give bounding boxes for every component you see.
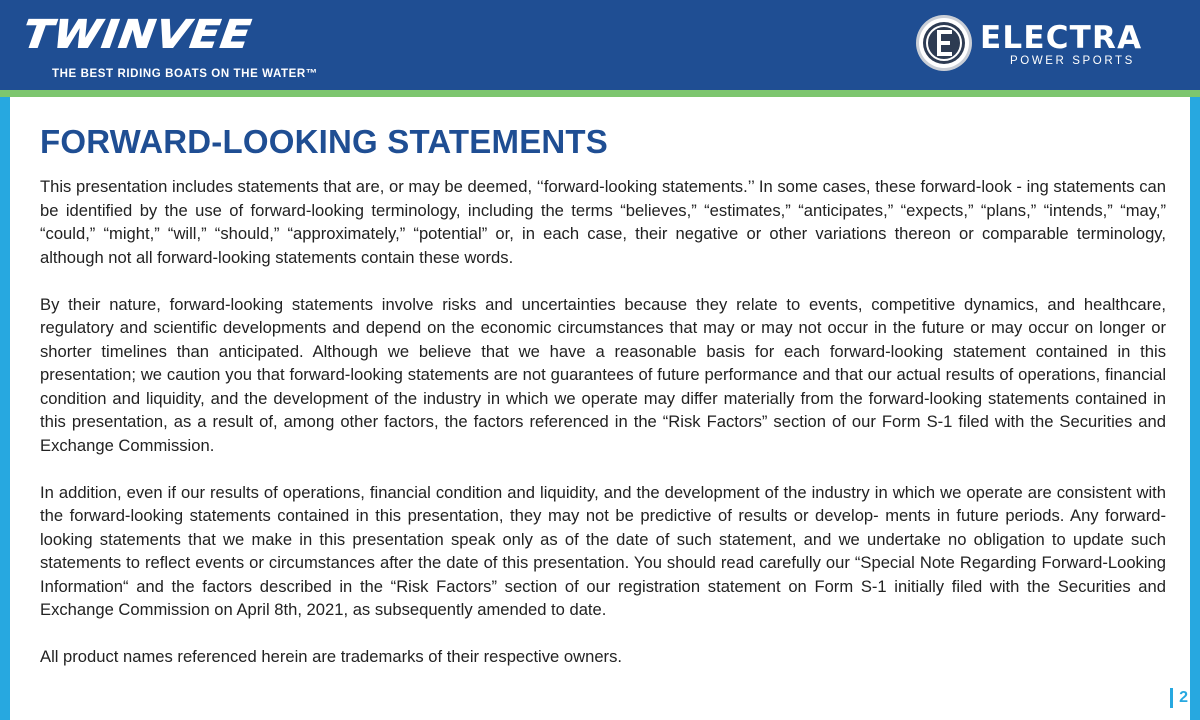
paragraph-trademarks: All product names referenced herein are trademarks of their respective owners.: [40, 647, 622, 666]
page-number-divider: [1170, 688, 1173, 708]
twinvee-tagline: THE BEST RIDING BOATS ON THE WATER™: [52, 68, 318, 80]
right-border-bar: [1190, 97, 1200, 720]
electra-e-badge-icon: [914, 13, 974, 73]
page-title: FORWARD-LOOKING STATEMENTS: [40, 123, 609, 160]
page-number-label: 2: [1179, 689, 1188, 706]
twinvee-logo: [20, 12, 318, 80]
paragraph-additional: In addition, even if our results of operations, financial condition and liquidity, and the development of the industry in which we operate are consistent with the forward-looking statements contained in this presentation, they may not be predictive of results or develop- ments in future periods. Any forward-looking statements that we make in this presentation speak only as of the date of such statement, and we undertake no obligation to update such statements to reflect events or circumstances after the date of this presentation. You should read carefully our “Special Note Regarding Forward-Looking Information“ and the factors described in the “Risk Factors” section of our registration statement on Form S-1 initially filed with the Securities and Exchange Commission on April 8th, 2021, as subsequently amended to date.: [40, 482, 1166, 619]
electra-subtitle: POWER SPORTS: [1010, 55, 1135, 67]
statement-body: [40, 175, 1166, 692]
left-border-bar: [0, 97, 10, 720]
paragraph-risks: By their nature, forward-looking statements involve risks and uncertainties because they relate to events, competitive dynamics, and healthcare, regulatory and scientific developments and depend on the economic circumstances that may or may not occur in the future or may occur on longer or shorter timelines than anticipated. Although we believe that we have a reasonable basis for each forward-looking statement contained in this presentation; we caution you that forward-looking statements are not guarantees of future performance and that our actual results of operations, financial condition and liquidity, and the development of the industry in which we operate may differ materially from the forward-looking statements contained in this presentation, as a result of, among other factors, the factors referenced in the “Risk Factors” section of our Form S-1 filed with the Securities and Exchange Commission.: [40, 294, 1166, 455]
header-bar: [0, 0, 1200, 90]
page-number: [1170, 688, 1188, 708]
paragraph-intro: This presentation includes statements that are, or may be deemed, ‘‘forward-looking statements.’’ In some cases, these forward-look - ing statements can be identified by the use of forward-looking terminology, including the terms “believes,” “estimates,” “anticipates,” “expects,” “plans,” “intends,” “may,” “could,” “might,” “will,” “should,” “approximately,” “potential” or, in each case, their negative or other variations thereon or comparable terminology, although not all forward-looking statements contain these words.: [40, 177, 1166, 267]
twinvee-wordmark: TWINVEE: [20, 12, 255, 58]
header-accent-stripe: [0, 90, 1200, 97]
electra-name: ELECTRA: [980, 20, 1143, 56]
electra-logo: [914, 13, 1184, 73]
